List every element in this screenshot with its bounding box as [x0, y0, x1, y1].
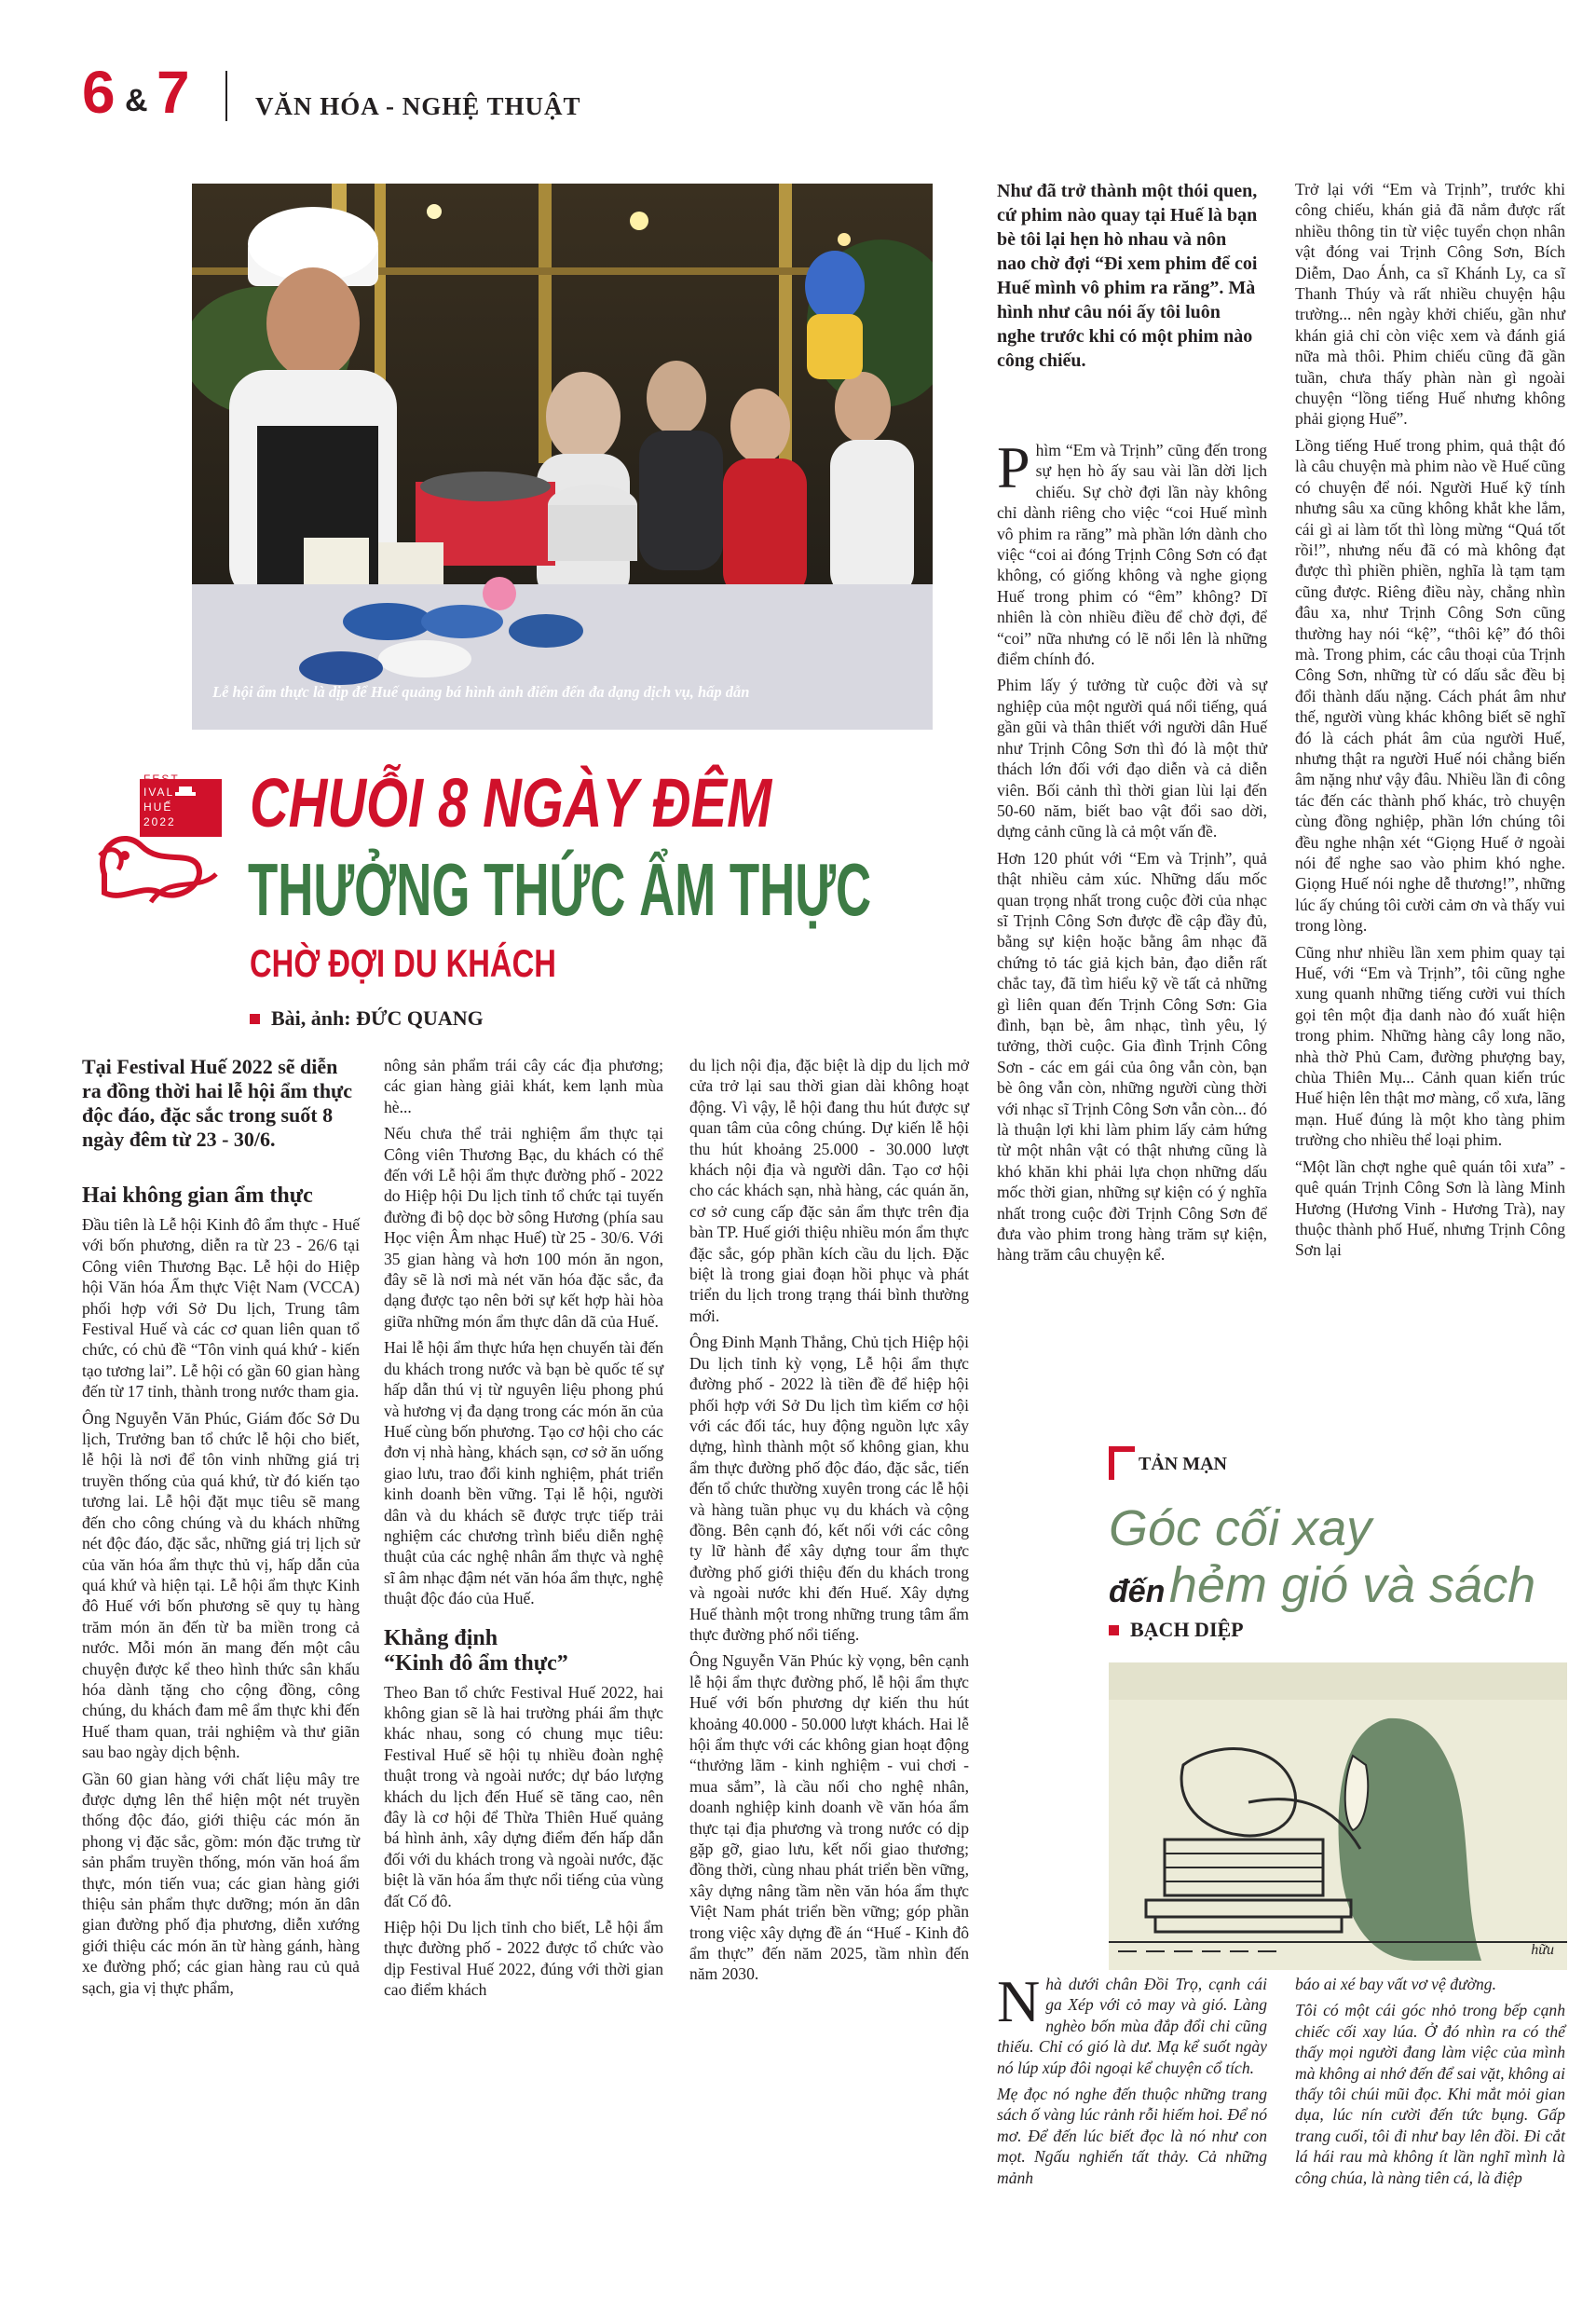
- header-divider: [225, 71, 227, 121]
- article1-col3-para-1: du lịch nội địa, đặc biệt là dịp du lịch mở cửa trở lại sau thời gian dài không hoạt động. Vì vậy, lễ hội đang thu hút được sự quan tâm của công chúng. Dự kiến lễ hội thu hút khoảng 25.000 - 30.000 lượt khách nội địa và người dân. Tạo cơ hội cho các khách sạn, nhà hàng, các quán ăn, cơ sở cung cấp đặc sản ẩm thực trên địa bàn TP. Huế giới thiệu nhiều món ẩm thực đặc sắc, góp phần kích cầu du lịch. Đặc biệt là trong giai đoạn hồi phục và phát triển du lịch trong trạng thái bình thường mới.: [689, 1056, 969, 1325]
- article3-dropcap: N: [997, 1968, 1041, 2034]
- logo-text-line-2: IVAL: [143, 786, 175, 799]
- article2-column-1: [997, 434, 1267, 1271]
- article1-col1-para-1: Đầu tiên là Lễ hội Kinh đô ẩm thực - Huế với bốn phương, diễn ra từ 23 - 26/6 tại Công viên Thương Bạc. Lễ hội do Hiệp hội Văn hóa Ẩm thực Việt Nam (VCCA) phối hợp với Sở Du lịch, Trung tâm Festival Huế và các cơ quan liên quan tổ chức, có chủ đề “Tôn vinh quá khứ - kiến tạo tương lai”. Lễ hội có gần 60 gian hàng đến từ 17 tỉnh, thành trong nước tham gia.: [82, 1215, 360, 1402]
- article1-subhead-1: Hai không gian ẩm thực: [82, 1183, 313, 1208]
- article2-col1-para-1-text: hìm “Em và Trịnh” cũng đến trong sự hẹn hò ấy sau vài lần dời lịch chiếu. Sự chờ đợi lần này không chỉ dành riêng cho việc “coi Huế mình vô phim ra răng” mà phần lớn dành cho việc “coi ai đóng Trịnh Công Sơn có đạt không, có giống không và nghe giọng Huế trong phim có “êm” không? Dĩ nhiên là còn nhiều điều để chờ đợi, để “coi” nữa nhưng có lẽ nổi lên là những điểm chính đó.: [997, 441, 1267, 669]
- article3-column-2: [1295, 1974, 1565, 2194]
- article3-byline-text: BẠCH DIỆP: [1130, 1618, 1244, 1641]
- page-number-right: 7: [157, 59, 190, 126]
- article3-byline: [1109, 1618, 1244, 1642]
- article2-col2-para-2: Lồng tiếng Huế trong phim, quả thật đó là câu chuyện mà phim nào về Huế cũng có chuyện để nói. Người Huế kỹ tính nhưng sâu xa cũng không khắt khe lắm, cái gì ai làm tốt thì lòng mừng “Quá tốt rồi!”, nhưng nếu đã có mà không đạt được thì phiền phiền, nghĩa là tạm tạm cũng được. Riêng điều này, chẳng nhìn đâu xa, như Trịnh Công Sơn cũng thường hay nói “kệ”, “thôi kệ” đó thôi mà. Trong phim, các câu thoại của Trịnh Công Sơn, những từ có dấu sắc đều bị đổi thành dấu nặng. Cách phát âm như thế, người vùng khác không biết sẽ nghĩ đó là cách phát âm của người Huế, nhưng thật ra người Huế nói chẳng biến âm nặng như vậy đâu. Nhiều lần đi công tác đến các thành phố khác, trò chuyện cùng đồng nghiệp, phần lớn chúng tôi đều nghe nhận xét “Giọng Huế ở ngoài nói để nghe sao vào phim khó nghe. Giọng Huế nói nghe dễ thương!”, những lúc ấy chúng tôi cười cảm ơn và thấy vui trong lòng.: [1295, 435, 1565, 936]
- illustration-signature: hữu: [1531, 1942, 1554, 1958]
- headline-line-1: CHUỖI 8 NGÀY ĐÊM: [250, 764, 772, 841]
- article3-column-1: [997, 1968, 1267, 2194]
- article2-col2-para-4: “Một lần chợt nghe quê quán tôi xưa” - quê quán Trịnh Công Sơn là làng Minh Hương (Hương Vinh - Hương Trà), nay thuộc thành phố Huế, nhưng Trịnh Công Sơn lại: [1295, 1156, 1565, 1260]
- article3-title-line-2-text: hẻm gió và sách: [1168, 1557, 1536, 1613]
- article1-col1-para-2: Ông Nguyễn Văn Phúc, Giám đốc Sở Du lịch, Trưởng ban tổ chức lễ hội cho biết, lễ hội là nơi để tôn vinh những giá trị truyền thống của quá khứ, từ đó kiến tạo tương lai. Lễ hội đặt mục tiêu sẽ mang đến cho công chúng và du khách những nét độc đáo, đặc sắc, những giá trị lịch sử của văn hóa ẩm thực thủ vị, hấp dẫn của quá khứ và hiện tại. Lễ hội ẩm thực Kinh đô Huế với bốn phương sẽ quy tụ hàng trăm món ăn đến từ ba miền trong cả nước. Mỗi món ăn mang đến một câu chuyện được kể theo hình thức sân khấu hóa dành tặng cho cộng đồng, công chúng, du khách đam mê ẩm thực khi đến Huế tham quan, trải nghiệm và thư giãn sau bao ngày dịch bệnh.: [82, 1408, 360, 1762]
- byline-marker-icon: [250, 1014, 260, 1024]
- section-title: VĂN HÓA - NGHỆ THUẬT: [255, 92, 581, 120]
- article1-col2-para-2: Nếu chưa thể trải nghiệm ẩm thực tại Công viên Thương Bạc, du khách có thể đến với Lễ hội ẩm thực đường phố - 2022 do Hiệp hội Du lịch tỉnh tổ chức tại tuyến đường đi bộ dọc bờ sông Hương (phía sau Học viện Âm nhạc Huế) từ 25 - 30/6. Với 35 gian hàng và hơn 100 món ăn ngon, đây sẽ là nơi mà nét văn hóa đặc sắc, đa dạng được tạo nên bởi sự kết hợp hài hòa giữa những món ẩm thực dân dã của Huế.: [384, 1124, 663, 1331]
- logo-text-line-1: FEST: [143, 773, 180, 786]
- logo-text-line-3: HUẾ: [143, 800, 173, 814]
- article1-byline: [250, 1006, 484, 1031]
- festival-logo: [86, 762, 225, 911]
- article1-lead: Tại Festival Huế 2022 sẽ diễn ra đồng thời hai lễ hội ẩm thực độc đáo, đặc sắc trong suốt 8 ngày đêm từ 23 - 30/6.: [82, 1055, 353, 1151]
- article3-title-line-1: Góc cối xay: [1109, 1500, 1372, 1556]
- label-bracket-icon: [1109, 1446, 1135, 1480]
- article3-title-word: đến: [1109, 1574, 1166, 1609]
- photo-caption: Lễ hội ẩm thực là dịp để Huế quảng bá hình ảnh điểm đến đa dạng dịch vụ, hấp dẫn: [212, 683, 750, 701]
- article1-col3-para-2: Ông Đinh Mạnh Thắng, Chủ tịch Hiệp hội Du lịch tỉnh kỳ vọng, Lễ hội ẩm thực đường phố - 2022 là tiền đề để hiệp hội phối hợp với Sở Du lịch tìm kiếm cơ hội với các đối tác, huy động nguồn lực xây dựng, hình thành một số không gian, khu ẩm thực đường phố độc đáo, đặc sắc, tiến đến tổ chức thường xuyên trong các lễ hội và hàng tuần phục vụ du khách và cộng đồng. Bên cạnh đó, kết nối với các công ty lữ hành để xây dựng tour ẩm thực đường phố giới thiệu đến du khách trong và ngoài nước khi đến Huế. Xây dựng Huế thành một trong những trung tâm ẩm thực đường phố nổi tiếng.: [689, 1333, 969, 1644]
- article1-col2b-para-1: Theo Ban tổ chức Festival Huế 2022, hai không gian sẽ là hai trường phái ẩm thực khác nhau, song có chung mục tiêu: Festival Huế sẽ hội tụ nhiều đoàn nghệ thuật trong và ngoài nước; dự báo lượng khách du lịch đến Huế sẽ tăng cao, nên đây là cơ hội để Thừa Thiên Huế quảng bá hình ảnh, xây dựng điểm đến hấp dẫn đối với du khách trong và ngoài nước, đặc biệt là văn hóa ẩm thực nổi tiếng của vùng đất Cố đô.: [384, 1682, 663, 1910]
- article3-title-line-2: [1109, 1556, 1535, 1614]
- article1-col3-para-3: Ông Nguyễn Văn Phúc kỳ vọng, bên cạnh lễ hội ẩm thực đường phố, lễ hội ẩm thực Huế với bốn phương dự kiến thu hút khoảng 40.000 - 50.000 lượt khách. Hai lễ hội ẩm thực với các không gian hoạt động “thưởng lãm - kinh nghiệm - vui chơi - mua sắm”, là cầu nối cho nghệ nhân, doanh nghiệp kinh doanh về văn hóa ẩm thực tại địa phương và trong nước có dịp gặp gỡ, giao lưu, kết nối giao thương; đồng thời, cùng nhau phát triển bền vững, xây dựng nâng tầm nền văn hóa ẩm thực Việt Nam phát triển bền vững; góp phần trong việc xây dựng đề án “Huế - Kinh đô ẩm thực” đến năm 2025, tầm nhìn đến năm 2030.: [689, 1651, 969, 1984]
- article2-pull-quote: Như đã trở thành một thói quen, cứ phim nào quay tại Huế là bạn bè tôi lại hẹn hò nhau và nôn nao chờ đợi “Đi xem phim để coi Huế mình vô phim ra răng”. Mà hình như câu nói ấy tôi luôn nghe trước khi có một phim nào công chiếu.: [997, 181, 1258, 371]
- article1-col2b-para-2: Hiệp hội Du lịch tỉnh cho biết, Lễ hội ẩm thực đường phố - 2022 được tổ chức vào dịp Festival Huế 2022, đúng với thời gian cao điểm khách: [384, 1918, 663, 2000]
- article1-subhead-2-line-2: “Kinh đô ẩm thực”: [384, 1650, 568, 1676]
- article1-col1-para-3: Gần 60 gian hàng với chất liệu mây tre được dựng lên thể hiện một nét truyền thống độc đáo, giới thiệu các món ăn phong vị đặc sắc, gồm: món đặc trưng từ sản phẩm truyền thống, món văn hoá ẩm thực, món tiến vua; các gian hàng giới thiệu sản phẩm thực dưỡng; món ăn dân gian đường phố địa phương, diễn xướng giới thiệu các món ăn từ hàng gánh, hàng xe đường phố; các gian hàng rau củ quả sạch, gia vị thực phẩm,: [82, 1769, 360, 1997]
- article1-subhead-2-line-1: Khẳng định: [384, 1625, 498, 1650]
- article2-column-2: [1295, 179, 1565, 1266]
- article2-col1-para-1: [997, 434, 1267, 669]
- article3-col1-para-1-text: hà dưới chân Đồi Trọ, cạnh cái ga Xép với cỏ may và gió. Làng nghèo bốn mùa đắp đổi chi cũng thiếu. Chỉ có gió là dư. Mạ kể suốt ngày nó lúp xúp đôi ngoại kể chuyện cổ tích.: [997, 1975, 1267, 2077]
- byline-marker-icon-2: [1109, 1625, 1119, 1635]
- article2-col1-para-3: Hơn 120 phút với “Em và Trịnh”, quả thật nhiều cảm xúc. Những dấu mốc quan trọng nhất trong cuộc đời của nhạc sĩ Trịnh Công Sơn được đề cập đầy đủ, bằng sự kiện hoặc bằng âm nhạc đã chứng tỏ tác giả kịch bản, đạo diễn rất chắc tay, đã tìm hiểu kỹ về tất cả những gì liên quan đến Trịnh Công Sơn: Gia đình, bạn bè, âm nhạc, tình yêu, lý tưởng, thời cuộc. Gia đình Trịnh Công Sơn - các em gái của ông vẫn còn, bạn bè ông vẫn còn, những người cùng thời với nhạc sĩ Trịnh Công Sơn vẫn còn... đó là thuận lợi khi làm phim lấy cảm hứng từ một nhân vật có thật nhưng cũng là khó khăn khi phải lựa chọn những dấu mốc thời gian, những sự kiện có ý nghĩa nhất trong cuộc đời Trịnh Công Sơn để đưa vào phim trong hàng trăm sự kiện, hàng trăm câu chuyện kể.: [997, 848, 1267, 1265]
- article3-col1-para-2: Mẹ đọc nó nghe đến thuộc những trang sách ố vàng lúc rảnh rỗi hiếm hoi. Để nó mơ. Để đến lúc biết đọc là nó như con mọt. Ngấu nghiến tất thảy. Cả những mảnh: [997, 2085, 1267, 2187]
- article1-column-1: [82, 1055, 360, 2004]
- festival-photo: [192, 184, 933, 730]
- article2-col2-para-1: Trở lại với “Em và Trịnh”, trước khi công chiếu, khán giả đã nắm được rất nhiều thông tin từ việc tuyển chọn nhân vật đóng vai Trịnh Công Sơn, Bích Diễm, Dao Ánh, ca sĩ Khánh Ly, ca sĩ Thanh Thúy và rất nhiều chuyện hậu trường... nên ngày khởi chiếu, gần như khán giả chỉ còn việc xem và đánh giá nữa mà thôi. Phim chiếu cũng đã gần tuần, chưa thấy phàn nàn gì ngoài chuyện “lồng tiếng Huế nhưng không phải giọng Huế”.: [1295, 180, 1565, 429]
- article3-col1-para-1: [997, 1968, 1267, 2078]
- page-number-left: 6: [82, 59, 116, 126]
- headline-line-3: CHỜ ĐỢI DU KHÁCH: [250, 941, 556, 985]
- article1-col2-para-3: Hai lễ hội ẩm thực hứa hẹn chuyến tài đến du khách trong nước và bạn bè quốc tế sự hấp dẫn thú vị từ nguyên liệu phong phú và hương vị đa dạng trong các món ăn của Huế cùng bốn phương. Tạo cơ hội cho các đơn vị nhà hàng, khách sạn, cơ sở ăn uống giao lưu, trao đổi kinh nghiệm, phát triển kinh doanh bền vững. Tại lễ hội, người dân và du khách sẽ được trực tiếp trải nghiệm các chương trình biểu diễn nghệ thuật của các nghệ nhân ẩm thực và nghệ sĩ âm nhạc đậm nét văn hóa ẩm thực, nghệ thuật độc đáo của Huế.: [384, 1338, 663, 1608]
- photo-illustration: [192, 184, 933, 730]
- article1-column-3: [689, 1055, 969, 1991]
- article1-byline-text: Bài, ảnh: ĐỨC QUANG: [271, 1006, 484, 1030]
- article1-column-2: [384, 1055, 663, 2006]
- article1-col2-para-1: nông sản phẩm trái cây các địa phương; các gian hàng giải khát, kem lạnh mùa hè...: [384, 1056, 663, 1116]
- article2-col2-para-3: Cũng như nhiều lần xem phim quay tại Huế, với “Em và Trịnh”, tôi cũng nghe xung quanh những tiếng cười vui thích gọi tên một địa danh nào đó xuất hiện trong phim. Những hàng cây long não, nhà thờ Phủ Cam, đường phượng bay, chùa Thiên Mụ... Cảnh quan kiến trúc Huế hiện lên thật mơ màng, cổ xưa, lãng mạn. Huế đúng là một kho tàng phim trường cho nhiều thể loại phim.: [1295, 942, 1565, 1150]
- page-number-amp: &: [125, 83, 148, 118]
- headline-line-2: THƯỞNG THỨC ẨM THỰC: [248, 848, 872, 931]
- article2-dropcap: P: [997, 434, 1030, 500]
- article1-subhead-2: [384, 1626, 663, 1676]
- article3-col2-para-1: báo ai xé bay vất vơ vệ đường.: [1295, 1975, 1496, 1993]
- article3-illustration: [1109, 1662, 1567, 1970]
- article3-col2-para-2: Tôi có một cái góc nhỏ trong bếp cạnh chiếc cối xay lúa. Ở đó nhìn ra có thể thấy mọi người đang làm việc của mình mà không ai nhớ đến để sai vặt, không ai thấy tôi chúi mũi đọc. Khi mắt mỏi gian dụa, lúc nín cười đến tức bụng. Gấp trang cuối, tôi đi như bay lên đồi. Đi cắt lá hái rau mà không ít lần nghĩ mình là công chúa, là nàng tiên cá, là điệp: [1295, 2001, 1565, 2187]
- page-header: [76, 60, 915, 134]
- article2-col1-para-2: Phim lấy ý tưởng từ cuộc đời và sự nghiệp của một người quá nổi tiếng, quá gần gũi và thân thiết với người dân Huế như Trịnh Công Sơn thì đó là một thử thách lớn đối với đạo diễn và cả diễn viên. Bối cảnh thì thời gian lùi lại đến 50-60 năm, biết bao vật đổi sao dời, dựng cảnh cũng là cả một vấn đề.: [997, 676, 1267, 841]
- reading-girl-illustration: [1109, 1662, 1567, 1970]
- article3-label-text: TẢN MẠN: [1139, 1454, 1227, 1474]
- logo-text-line-4: 2022: [143, 815, 176, 828]
